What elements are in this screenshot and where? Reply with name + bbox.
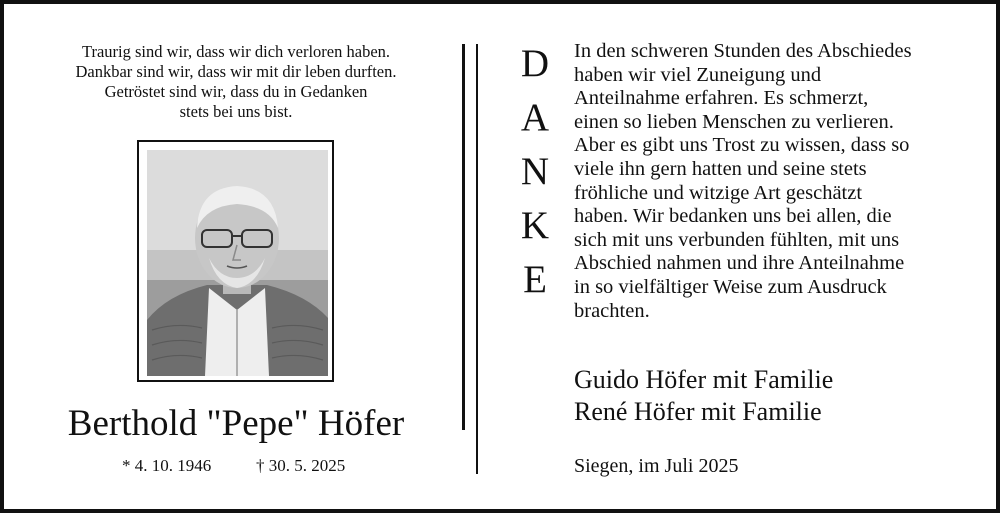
danke-letter: E	[523, 258, 547, 301]
portrait-photo	[147, 150, 328, 376]
message-line: einen so lieben Menschen zu verlieren.	[574, 110, 894, 133]
message-line: viele ihn gern hatten und seine stets	[574, 157, 867, 180]
danke-letter: K	[520, 204, 550, 247]
danke-vertical-word	[514, 42, 556, 312]
message-line: Abschied nahmen und ihre Anteilnahme	[574, 252, 905, 275]
message-line: fröhliche und witzige Art geschätzt	[574, 181, 863, 204]
vertical-divider	[476, 44, 478, 474]
family-line: René Höfer mit Familie	[574, 397, 822, 426]
danke-letter: D	[520, 42, 550, 85]
quote-line: stets bei uns bist.	[179, 102, 293, 121]
message-line: Aber es gibt uns Trost zu wissen, dass so	[574, 134, 910, 157]
birth-date: * 4. 10. 1946	[122, 456, 212, 475]
portrait-frame	[137, 140, 334, 382]
family-line: Guido Höfer mit Familie	[574, 365, 834, 394]
message-line: Anteilnahme erfahren. Es schmerzt,	[574, 87, 869, 110]
vertical-divider	[462, 44, 465, 430]
message-line: brachten.	[574, 299, 650, 322]
deceased-name: Berthold "Pepe" Höfer	[67, 403, 405, 444]
message-line: sich mit uns verbunden fühlten, mit uns	[574, 228, 900, 251]
thank-you-message	[574, 40, 912, 323]
danke-letter: A	[520, 96, 550, 139]
death-date: † 30. 5. 2025	[256, 456, 346, 475]
message-line: haben. Wir bedanken uns bei allen, die	[574, 205, 892, 228]
message-line: In den schweren Stunden des Abschiedes	[574, 40, 912, 62]
quote-line: Getröstet sind wir, dass du in Gedanken	[104, 82, 368, 101]
place-and-date: Siegen, im Juli 2025	[574, 455, 739, 477]
quote-line: Traurig sind wir, dass wir dich verloren haben.	[81, 42, 391, 61]
danke-letter: N	[520, 150, 550, 193]
memorial-quote	[24, 42, 448, 122]
message-line: in so vielfältiger Weise zum Ausdruck	[574, 275, 887, 298]
quote-line: Dankbar sind wir, dass wir mit dir leben durften.	[75, 62, 397, 81]
message-line: haben wir viel Zuneigung und	[574, 63, 822, 86]
family-signatures	[574, 364, 833, 428]
